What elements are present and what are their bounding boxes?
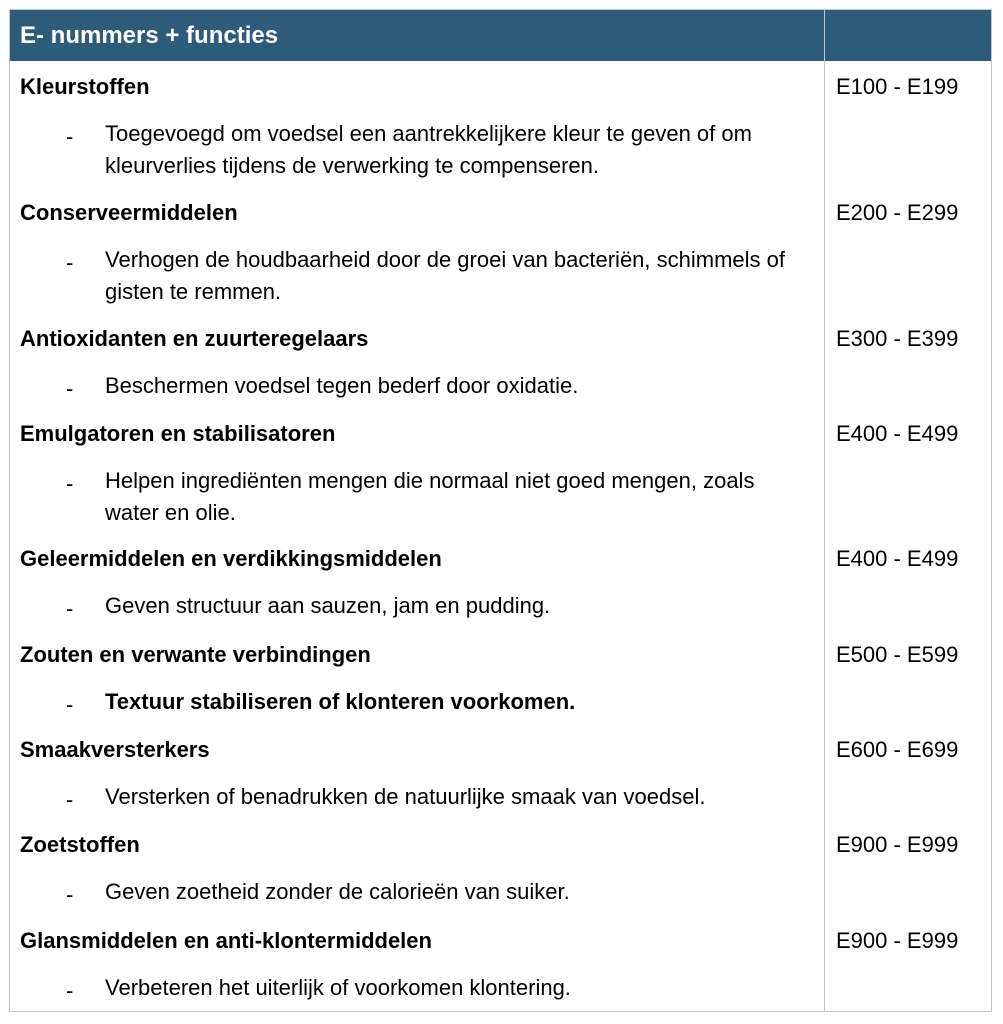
e-number-range: E400 - E499 — [836, 546, 959, 571]
category-title: Emulgatoren en stabilisatoren — [20, 421, 336, 446]
category-title: Geleermiddelen en verdikkingsmiddelen — [20, 546, 442, 571]
table-row — [10, 642, 992, 722]
table-title: E- nummers + functies — [20, 22, 279, 49]
category-title: Zoetstoffen — [20, 832, 140, 857]
e-number-range: E100 - E199 — [836, 74, 959, 99]
category-description: Beschermen voedsel tegen bederf door oxidatie. — [105, 373, 579, 398]
bullet-dash: - — [66, 787, 74, 812]
e-numbers-table — [9, 9, 992, 1012]
e-number-range: E900 - E999 — [836, 928, 959, 953]
table-row — [10, 421, 992, 533]
bullet-dash: - — [66, 250, 74, 275]
bullet-dash: - — [66, 978, 74, 1003]
e-number-range: E300 - E399 — [836, 326, 959, 351]
category-title: Conserveermiddelen — [20, 200, 238, 225]
bullet-dash: - — [66, 124, 74, 149]
bullet-dash: - — [66, 882, 74, 907]
category-title: Antioxidanten en zuurteregelaars — [20, 326, 369, 351]
table-row — [10, 832, 992, 912]
e-number-range: E900 - E999 — [836, 832, 959, 857]
category-title: Glansmiddelen en anti-klontermiddelen — [20, 928, 432, 953]
table-row — [10, 326, 992, 406]
category-title: Zouten en verwante verbindingen — [20, 642, 371, 667]
category-description: Toegevoegd om voedsel een aantrekkelijkere kleur te geven of om kleurverlies tijdens de verwerking te compenseren. — [105, 121, 752, 178]
category-description: Versterken of benadrukken de natuurlijke smaak van voedsel. — [105, 784, 706, 809]
category-description: Textuur stabiliseren of klonteren voorkomen. — [105, 689, 576, 714]
bullet-dash: - — [66, 471, 74, 496]
e-number-range: E600 - E699 — [836, 737, 959, 762]
table-row — [10, 74, 992, 186]
table-row — [10, 737, 992, 817]
e-number-range: E500 - E599 — [836, 642, 959, 667]
bullet-dash: - — [66, 596, 74, 621]
category-description: Verhogen de houdbaarheid door de groei van bacteriën, schimmels of gisten te remmen. — [105, 247, 786, 304]
bullet-dash: - — [66, 692, 74, 717]
category-title: Kleurstoffen — [20, 74, 150, 99]
bullet-dash: - — [66, 376, 74, 401]
e-number-range: E400 - E499 — [836, 421, 959, 446]
table-header — [10, 10, 992, 61]
category-title: Smaakversterkers — [20, 737, 210, 762]
category-description: Geven structuur aan sauzen, jam en pudding. — [105, 593, 551, 618]
category-description: Verbeteren het uiterlijk of voorkomen klontering. — [105, 975, 571, 1000]
table-row — [10, 928, 992, 1008]
table-row — [10, 200, 992, 312]
category-description: Helpen ingrediënten mengen die normaal niet goed mengen, zoals water en olie. — [105, 468, 755, 525]
category-description: Geven zoetheid zonder de calorieën van suiker. — [105, 879, 570, 904]
table-row — [10, 546, 992, 626]
e-number-range: E200 - E299 — [836, 200, 959, 225]
